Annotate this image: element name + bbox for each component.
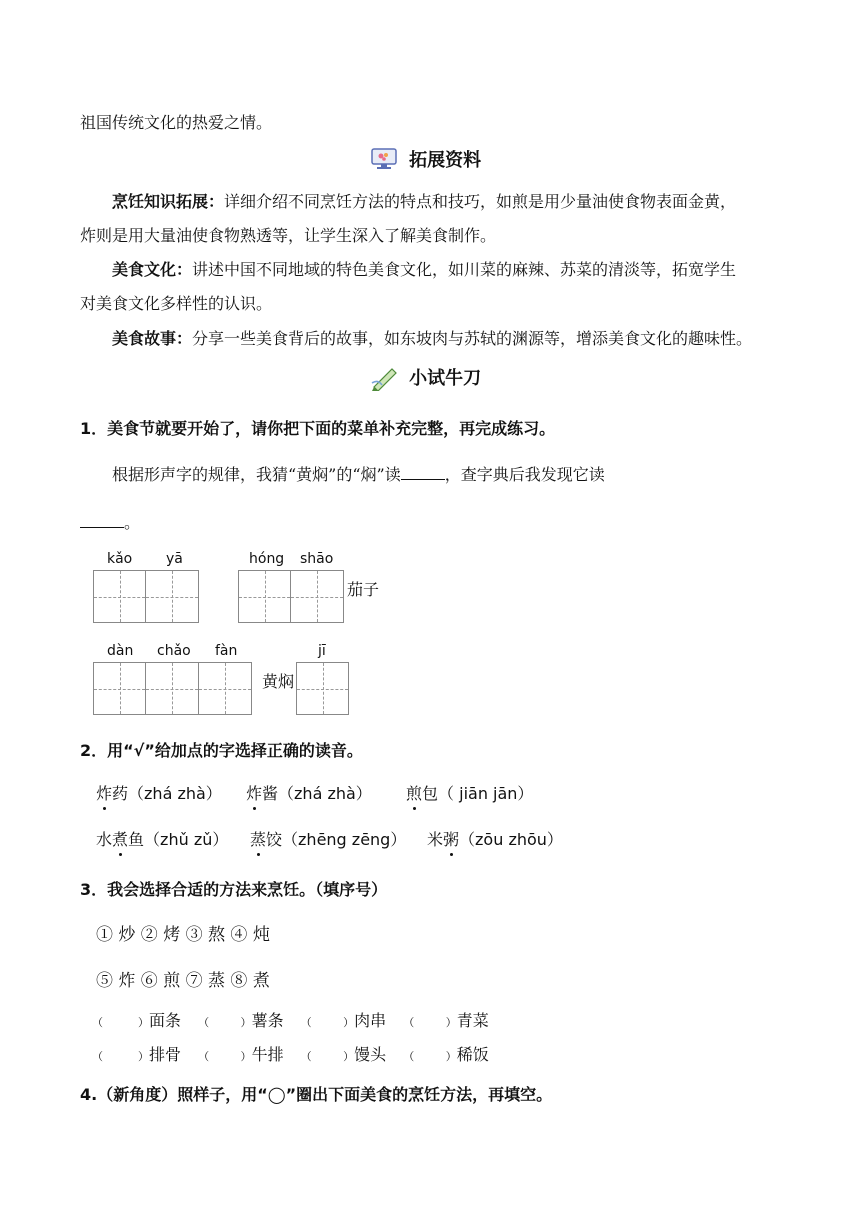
writing-box[interactable] — [291, 570, 344, 623]
q1-line2 — [80, 510, 140, 533]
q3-methods-2: ⑤ 炸 ⑥ 煎 ⑦ 蒸 ⑧ 煮 — [96, 971, 270, 991]
q3-title: 3．我会选择合适的方法来烹饪。（填序号） — [80, 880, 388, 899]
expand-p2-line1 — [112, 253, 736, 287]
qiezi-label: 茄子 — [347, 580, 380, 599]
q2-char: 米 — [427, 830, 444, 849]
answer-paren[interactable]: （ ） — [300, 1016, 355, 1029]
dotted-char: 炸 — [246, 781, 262, 804]
answer-paren[interactable]: （ ） — [300, 1050, 355, 1063]
practice-heading-text: 小试牛刀 — [409, 368, 482, 389]
pinyin-kao: kǎo — [107, 551, 133, 567]
pinyin-hong: hóng — [249, 551, 285, 567]
practice-heading — [370, 364, 481, 390]
answer-paren[interactable]: （ ） — [403, 1050, 457, 1063]
dotted-char: 煮 — [112, 827, 128, 850]
q1-blank-guess[interactable] — [401, 463, 445, 480]
p2-text-1: 讲述中国不同地域的特色美食文化，如川菜的麻辣、苏菜的清淡等，拓宽学生 — [192, 260, 737, 279]
q3-fill-row-2 — [92, 1042, 489, 1065]
q2-item-5 — [427, 827, 563, 850]
pinyin-ya: yā — [166, 551, 183, 567]
answer-paren[interactable]: （ ） — [92, 1050, 149, 1063]
intro-tail: 祖国传统文化的热爱之情。 — [80, 113, 273, 132]
pinyin-fan: fàn — [215, 643, 238, 659]
pinyin-dan: dàn — [107, 643, 134, 659]
food-item: 薯条 — [251, 1011, 284, 1030]
pinyin-ji: jī — [318, 643, 326, 659]
expand-heading-text: 拓展资料 — [409, 150, 482, 171]
q2-item-1 — [246, 781, 372, 804]
answer-paren[interactable]: （ ） — [198, 1050, 252, 1063]
food-item: 稀饭 — [456, 1045, 489, 1064]
pinyin-shao: shāo — [300, 551, 334, 567]
pen-icon — [370, 365, 398, 389]
dotted-char: 炸 — [96, 781, 112, 804]
dotted-char: 粥 — [443, 827, 459, 850]
q4-title: 4.（新角度）照样子，用“◯”圈出下面美食的烹饪方法，再填空。 — [80, 1085, 553, 1104]
writing-box[interactable] — [146, 570, 199, 623]
answer-paren[interactable]: （ ） — [198, 1016, 252, 1029]
expand-heading — [370, 146, 481, 172]
q2-options[interactable]: （zhá zhà） — [278, 784, 372, 803]
q2-options[interactable]: （zhēng zēng） — [282, 830, 407, 849]
q1-line1-a: 根据形声字的规律，我猜“黄焖”的“焖”读 — [112, 465, 401, 484]
q2-options[interactable]: （zōu zhōu） — [459, 830, 563, 849]
grid-danchaofan — [93, 662, 252, 715]
q1-blank-actual[interactable] — [80, 511, 124, 528]
q2-title: 2．用“√”给加点的字选择正确的读音。 — [80, 741, 363, 760]
grid-hongshao — [238, 570, 344, 623]
q2-item-4 — [250, 827, 406, 850]
food-item: 牛排 — [251, 1045, 284, 1064]
answer-paren[interactable]: （ ） — [403, 1016, 457, 1029]
q2-char: 酱 — [262, 784, 279, 803]
p1-text-1: 详细介绍不同烹饪方法的特点和技巧，如煎是用少量油使食物表面金黄， — [224, 192, 737, 211]
expand-p1-line2: 炸则是用大量油使食物熟透等，让学生深入了解美食制作。 — [80, 226, 497, 245]
q2-char: 饺 — [266, 830, 283, 849]
food-item: 排骨 — [148, 1045, 181, 1064]
q2-char: 药 — [112, 784, 129, 803]
grid-kaoya — [93, 570, 199, 623]
q2-options[interactable]: （zhá zhà） — [128, 784, 222, 803]
q2-item-0 — [96, 781, 222, 804]
q2-options[interactable]: （ jiān jān） — [438, 784, 534, 803]
q2-char: 鱼 — [128, 830, 145, 849]
food-item: 馒头 — [354, 1045, 387, 1064]
q3-fill-row-1 — [92, 1008, 489, 1031]
writing-box[interactable] — [146, 662, 199, 715]
dotted-char: 蒸 — [250, 827, 266, 850]
q2-char: 包 — [422, 784, 439, 803]
q1-line1-b: ，查字典后我发现它读 — [444, 465, 605, 484]
p2-label: 美食文化： — [112, 260, 193, 279]
writing-box[interactable] — [296, 662, 349, 715]
q3-methods-1: ① 炒 ② 烤 ③ 熬 ④ 炖 — [96, 925, 270, 945]
expand-p2-line2: 对美食文化多样性的认识。 — [80, 294, 273, 313]
p3-text: 分享一些美食背后的故事，如东坡肉与苏轼的渊源等，增添美食文化的趣味性。 — [192, 329, 753, 348]
writing-box[interactable] — [238, 570, 291, 623]
food-item: 青菜 — [456, 1011, 489, 1030]
dotted-char: 煎 — [406, 781, 422, 804]
q1-line1 — [112, 462, 605, 485]
food-item: 肉串 — [354, 1011, 387, 1030]
q1-line2-end: 。 — [124, 513, 141, 532]
q2-char: 水 — [96, 830, 113, 849]
pinyin-chao: chǎo — [157, 643, 191, 659]
q2-options[interactable]: （zhǔ zǔ） — [144, 830, 229, 849]
food-item: 面条 — [148, 1011, 181, 1030]
writing-box[interactable] — [199, 662, 252, 715]
q2-item-3 — [96, 827, 228, 850]
writing-box[interactable] — [93, 570, 146, 623]
huangmen-label: 黄焖 — [262, 672, 295, 691]
grid-ji — [296, 662, 349, 715]
writing-box[interactable] — [93, 662, 146, 715]
expand-p1-line1 — [112, 185, 736, 219]
q2-item-2 — [406, 781, 533, 804]
p3-label: 美食故事： — [112, 329, 193, 348]
computer-icon — [370, 147, 398, 171]
answer-paren[interactable]: （ ） — [92, 1016, 149, 1029]
p1-label: 烹饪知识拓展： — [112, 192, 225, 211]
expand-p3 — [112, 322, 752, 356]
q1-title: 1．美食节就要开始了，请你把下面的菜单补充完整，再完成练习。 — [80, 419, 556, 438]
